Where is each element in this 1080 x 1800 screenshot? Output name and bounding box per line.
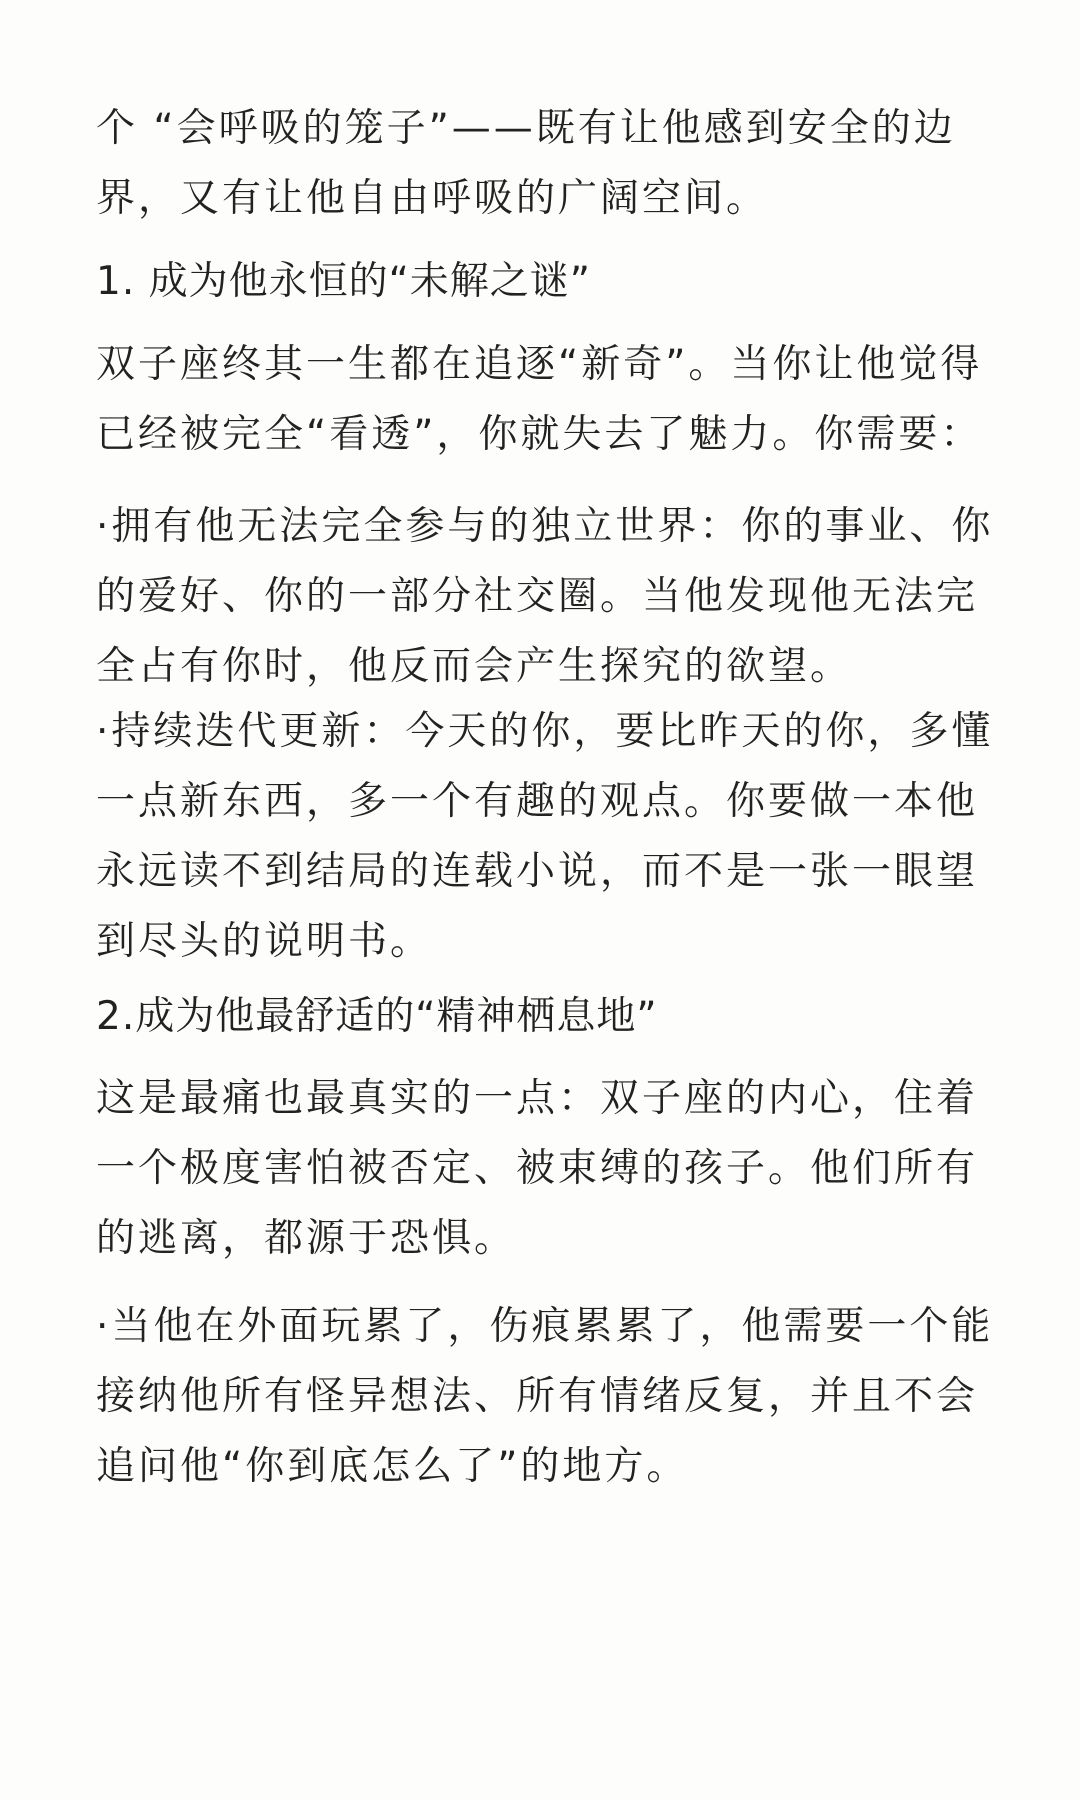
text-line: 一个极度害怕被否定、被束缚的孩子。他们所有 xyxy=(96,1146,979,1191)
text-line: 永远读不到结局的连载小说，而不是一张一眼望 xyxy=(96,849,979,894)
text-line: 个 “会呼吸的笼子”——既有让他感到安全的边 xyxy=(96,106,956,151)
section-2-paragraph xyxy=(96,1064,996,1274)
text-line: 界，又有让他自由呼吸的广阔空间。 xyxy=(96,176,769,221)
text-line: 接纳他所有怪异想法、所有情绪反复，并且不会 xyxy=(96,1374,979,1419)
text-line: 一点新东西，多一个有趣的观点。你要做一本他 xyxy=(96,779,979,824)
text-line: 追问他“你到底怎么了”的地方。 xyxy=(96,1444,689,1489)
section-2-heading: 2.成为他最舒适的“精神栖息地” xyxy=(96,994,658,1039)
section-1-heading: 1. 成为他永恒的“未解之谜” xyxy=(96,259,592,304)
section-2-bullet-1 xyxy=(96,1292,996,1502)
intro-paragraph xyxy=(96,94,996,234)
text-line: 到尽头的说明书。 xyxy=(96,919,433,964)
text-line: 的逃离，都源于恐惧。 xyxy=(96,1216,517,1261)
text-line: ·拥有他无法完全参与的独立世界：你的事业、你 xyxy=(96,504,994,549)
text-line: ·当他在外面玩累了，伤痕累累了，他需要一个能 xyxy=(96,1304,994,1349)
text-line: 的爱好、你的一部分社交圈。当他发现他无法完 xyxy=(96,574,979,619)
section-1-bullet-2 xyxy=(96,697,996,977)
section-1-paragraph xyxy=(96,330,996,470)
section-1-bullet-1 xyxy=(96,492,996,702)
text-line: 已经被完全“看透”，你就失去了魅力。你需要： xyxy=(96,412,983,457)
text-line: 这是最痛也最真实的一点：双子座的内心，住着 xyxy=(96,1076,979,1121)
text-line: ·持续迭代更新：今天的你，要比昨天的你，多懂 xyxy=(96,709,994,754)
text-line: 全占有你时，他反而会产生探究的欲望。 xyxy=(96,644,853,689)
text-line: 双子座终其一生都在追逐“新奇”。当你让他觉得 xyxy=(96,342,983,387)
